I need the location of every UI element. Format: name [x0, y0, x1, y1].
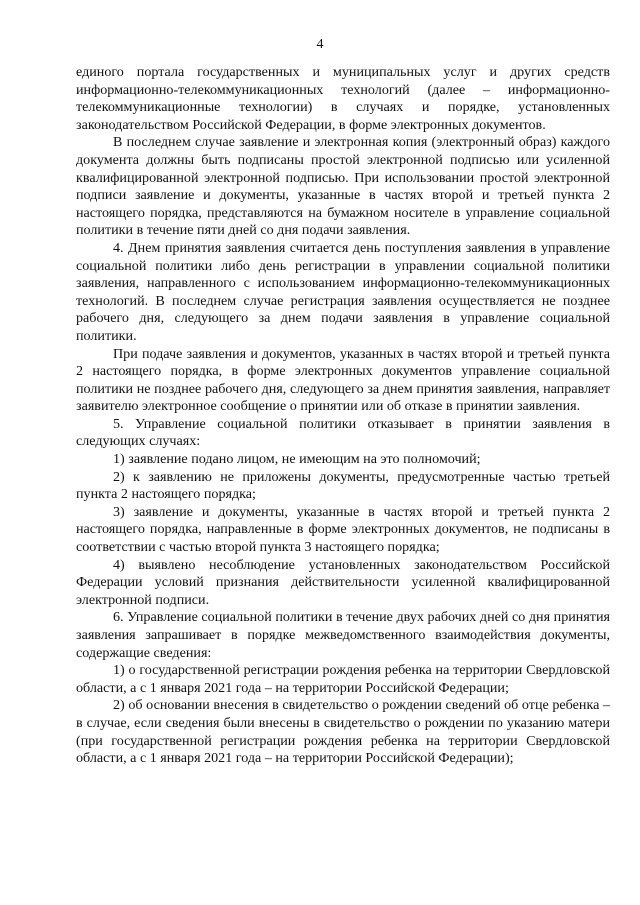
paragraph: При подаче заявления и документов, указанных в частях второй и третьей пункта 2 настоящего порядка, в форме электронных документов управление социальной политики не позднее рабочего дня, следующего за днем принятия заявления, направляет заявителю электронное сообщение о принятии или об отказе в принятии заявления.	[76, 345, 610, 415]
document-body	[76, 64, 610, 768]
paragraph: В последнем случае заявление и электронная копия (электронный образ) каждого документа должны быть подписаны простой электронной подписью или усиленной квалифицированной электронной подписью. При использовании простой электронной подписи заявление и документы, указанные в частях второй и третьей пункта 2 настоящего порядка, представляются на бумажном носителе в управление социальной политики в течение пяти дней со дня подачи заявления.	[76, 134, 610, 239]
list-item: 1) заявление подано лицом, не имеющим на это полномочий;	[113, 451, 481, 468]
list-item: 2) об основании внесения в свидетельство о рождении сведений об отце ребенка – в случае, если сведения были внесены в свидетельство о рождении по указанию матери (при государственной регистрации рождения ребенка на территории Свердловской области, а с 1 января 2021 года – на территории Российской Федерации);	[76, 697, 610, 767]
list-item: 3) заявление и документы, указанные в частях второй и третьей пункта 2 настоящего порядка, направленные в форме электронных документов, не подписаны в соответствии с частью второй пункта 3 настоящего порядка;	[76, 503, 610, 556]
list-item: 2) к заявлению не приложены документы, предусмотренные частью третьей пункта 2 настоящего порядка;	[76, 468, 610, 503]
paragraph: 5. Управление социальной политики отказывает в принятии заявления в следующих случаях:	[76, 415, 610, 450]
page-number: 4	[316, 37, 324, 52]
list-item: 1) о государственной регистрации рождения ребенка на территории Свердловской области, а с 1 января 2021 года – на территории Российской Федерации;	[76, 662, 610, 696]
list-item: 4) выявлено несоблюдение установленных законодательством Российской Федерации условий признания действительности усиленной квалифицированной электронной подписи.	[76, 556, 610, 608]
paragraph: 6. Управление социальной политики в течение двух рабочих дней со дня принятия заявления запрашивает в порядке межведомственного взаимодействия документы, содержащие сведения:	[76, 609, 610, 661]
paragraph: единого портала государственных и муниципальных услуг и других средств информационно-телекоммуникационных технологий (далее – информационно-телекоммуникационные технологии) в случаях и порядке, установленных законодательством Российской Федерации, в форме электронных документов.	[76, 64, 610, 133]
paragraph: 4. Днем принятия заявления считается день поступления заявления в управление социальной политики либо день регистрации в управлении социальной политики заявления, направленного с использованием информационно-телекоммуникационных технологий. В последнем случае регистрация заявления осуществляется не позднее рабочего дня, следующего за днем подачи заявления в управление социальной политики.	[76, 239, 610, 344]
